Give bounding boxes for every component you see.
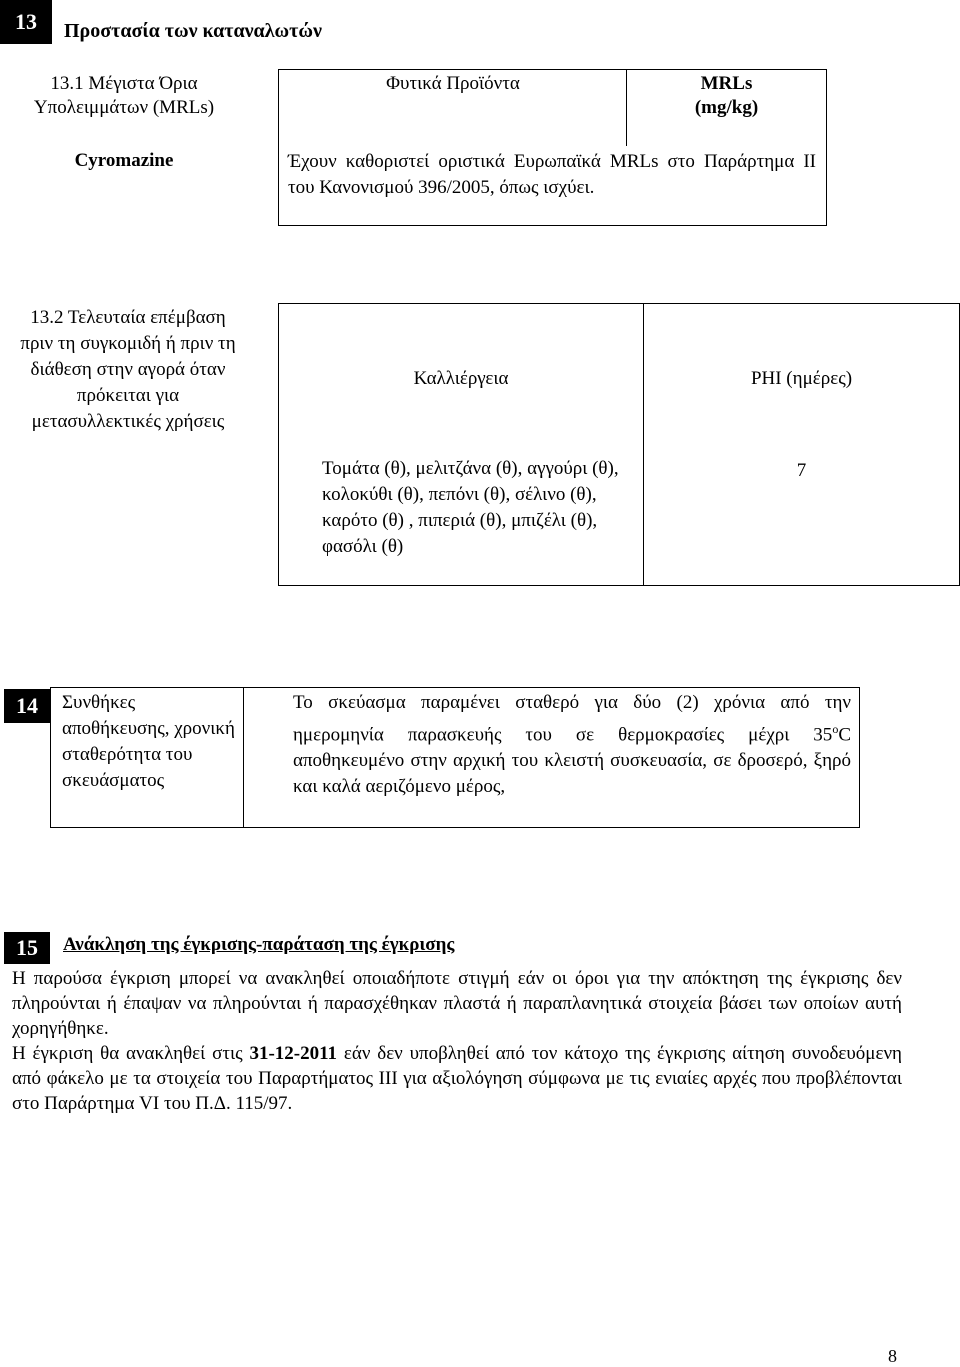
section-13-2-label bbox=[14, 305, 242, 435]
storage-text bbox=[293, 690, 851, 800]
mrl-col-mrls-line1: MRLs bbox=[700, 73, 753, 94]
storage-text-part1: Το σκεύασμα παραμένει σταθερό για δύο (2) χρόνια από την ημερομηνία παρασκευής του σε θερμοκρασίες μέχρι 35 bbox=[293, 692, 851, 746]
section-13-1-text: Μέγιστα Όρια Υπολειμμάτων (MRLs) bbox=[33, 73, 215, 118]
section-13-title: Προστασία των καταναλωτών bbox=[64, 20, 322, 42]
phi-crops: Τομάτα (θ), μελιτζάνα (θ), αγγούρι (θ), κολοκύθι (θ), πεπόνι (θ), σέλινο (θ), καρότο (θ) , πιπεριά (θ), μπιζέλι (θ), φασόλι (θ) bbox=[322, 458, 619, 557]
section-13-badge: 13 bbox=[0, 0, 52, 44]
paragraph-2-after: εάν δεν υποβληθεί από τον κάτοχο της έγκρισης αίτηση συνοδευόμενη από φάκελο με τα στοιχεία του Παραρτήματος ΙΙΙ για αξιολόγηση σύμφωνα με τις ενιαίες αρχές που προβλέπονται στο Παράρτημα VI του Π.Δ. 115/97. bbox=[12, 1043, 902, 1114]
storage-label: Συνθήκες αποθήκευσης, χρονική σταθερότητα του σκευάσματος bbox=[62, 692, 235, 791]
mrl-col-mrls-line2: (mg/kg) bbox=[694, 97, 759, 118]
section-14-badge: 14 bbox=[4, 689, 50, 723]
section-13-1-number: 13.1 bbox=[50, 73, 84, 94]
degree-superscript: ο bbox=[832, 722, 839, 736]
phi-col-days: PHI (ημέρες) bbox=[750, 368, 853, 389]
mrl-note: Έχουν καθοριστεί οριστικά Ευρωπαϊκά MRLs στο Παράρτημα ΙΙ του Κανονισμού 396/2005, όπως ισχύει. bbox=[288, 151, 816, 198]
storage-text-part2: C αποθηκευμένο στην αρχική του κλειστή συσκευασία, σε δροσερό, ξηρό και καλά αεριζόμενο μέρος, bbox=[293, 724, 851, 798]
phi-table-divider bbox=[643, 303, 644, 586]
section-13-1-label bbox=[14, 72, 234, 120]
phi-value: 7 bbox=[796, 460, 807, 481]
revocation-date: 31-12-2011 bbox=[249, 1043, 338, 1064]
section-13-2-text: Τελευταία επέμβαση πριν τη συγκομιδή ή πριν τη διάθεση στην αγορά όταν πρόκειται για μετασυλλεκτικές χρήσεις bbox=[20, 307, 236, 432]
mrl-table-divider bbox=[626, 69, 627, 146]
section-15-badge: 15 bbox=[4, 932, 50, 964]
substance-name: Cyromazine bbox=[74, 150, 174, 171]
section-13-2-number: 13.2 bbox=[30, 307, 64, 328]
section-15-title: Ανάκληση της έγκρισης-παράταση της έγκρισης bbox=[63, 934, 455, 955]
section-15-paragraph-1: Η παρούσα έγκριση μπορεί να ανακληθεί οποιαδήποτε στιγμή εάν οι όροι για την απόκτηση της έγκρισης δεν πληρούνται ή έπαψαν να πληρούνται ή παρασχέθηκαν πλαστά ή παραπλανητικά στοιχεία βάσει των οποίων αυτή χορηγήθηκε. bbox=[12, 968, 902, 1039]
mrl-col-products: Φυτικά Προϊόντα bbox=[386, 73, 520, 94]
page-number: 8 bbox=[888, 1346, 897, 1366]
section-15-paragraph-2 bbox=[12, 1041, 902, 1116]
phi-col-crop: Καλλιέργεια bbox=[413, 368, 509, 389]
paragraph-2-before: Η έγκριση θα ανακληθεί στις bbox=[12, 1043, 250, 1064]
mrl-col-mrls bbox=[628, 72, 825, 120]
storage-table-divider bbox=[243, 687, 244, 828]
